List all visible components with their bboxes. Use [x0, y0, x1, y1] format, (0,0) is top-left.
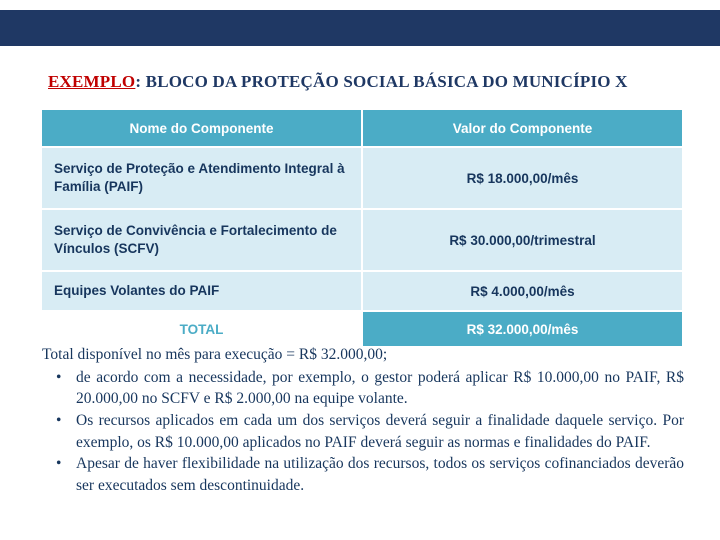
- body-text: [42, 344, 684, 497]
- title-prefix: EXEMPLO: [48, 72, 136, 91]
- total-label: TOTAL: [42, 312, 361, 346]
- intro-line: Total disponível no mês para execução = R$ 32.000,00;: [42, 346, 388, 363]
- component-table: [42, 110, 682, 346]
- header-bar: [0, 10, 720, 46]
- page-title: [48, 72, 688, 92]
- bullet-text: Os recursos aplicados em cada um dos serviços deverá seguir a finalidade daquele serviço. Por exemplo, os R$ 10.000,00 aplicados no PAIF deverá seguir as normas e finalidades do PAIF.: [76, 412, 684, 451]
- bullet-marker: •: [56, 368, 62, 386]
- column-header-name: Nome do Componente: [42, 110, 361, 146]
- bullet-text: Apesar de haver flexibilidade na utilização dos recursos, todos os serviços cofinanciados deverão ser executados sem descontinuidade.: [76, 455, 684, 495]
- bullet-item: [42, 367, 684, 410]
- title-text: : BLOCO DA PROTEÇÃO SOCIAL BÁSICA DO MUNICÍPIO X: [135, 72, 628, 91]
- table-row-value: R$ 4.000,00/mês: [363, 272, 682, 310]
- bullet-item: [42, 453, 684, 496]
- bullet-marker: •: [56, 455, 62, 473]
- table-row-value: R$ 18.000,00/mês: [363, 148, 682, 208]
- bullet-marker: •: [56, 412, 62, 430]
- table-row-value: R$ 30.000,00/trimestral: [363, 210, 682, 270]
- bullet-item: [42, 410, 684, 453]
- table-row-name: Equipes Volantes do PAIF: [42, 272, 361, 310]
- bullet-text: de acordo com a necessidade, por exemplo, o gestor poderá aplicar R$ 10.000,00 no PAIF, R$ 20.000,00 no SCFV e R$ 2.000,00 na equipe volante.: [76, 368, 684, 408]
- table-row-name: Serviço de Proteção e Atendimento Integral à Família (PAIF): [42, 148, 361, 208]
- table-row-name: Serviço de Convivência e Fortalecimento de Vínculos (SCFV): [42, 210, 361, 270]
- column-header-value: Valor do Componente: [363, 110, 682, 146]
- total-value: R$ 32.000,00/mês: [363, 312, 682, 346]
